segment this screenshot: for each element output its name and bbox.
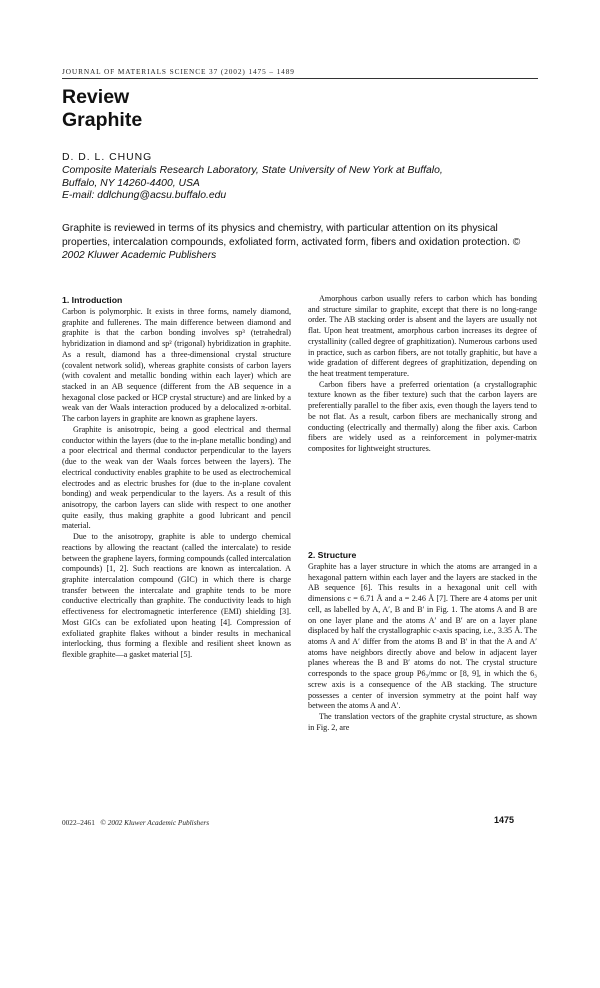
article-title: Graphite bbox=[62, 109, 143, 131]
article-title-block bbox=[62, 86, 538, 132]
journal-header: JOURNAL OF MATERIALS SCIENCE 37 (2002) 1475 – 1489 bbox=[62, 67, 295, 76]
structure-section bbox=[308, 549, 537, 734]
footer-copyright-symbol: © bbox=[100, 818, 106, 827]
abstract-text: Graphite is reviewed in terms of its physics and chemistry, with particular attention on its physical properties, intercalation compounds, exfoliated form, activated form, fibers and oxidation protection. bbox=[62, 223, 510, 248]
structure-paragraph-2: The translation vectors of the graphite crystal structure, as shown in Fig. 2, are bbox=[308, 712, 537, 732]
author-email: E-mail: ddlchung@acsu.buffalo.edu bbox=[62, 190, 227, 202]
abstract bbox=[62, 222, 540, 263]
left-column bbox=[62, 294, 291, 661]
structure-heading: 2. Structure bbox=[308, 550, 357, 560]
carbon-fibers-paragraph: Carbon fibers have a preferred orientation (a crystallographic texture known as the fiber texture) such that the carbon layers are preferentially parallel to the fiber axis, even though the layers tend to be not flat. As a result, carbon fibers are mechanically strong and conducting (electrically and thermally) along the fiber axis. Carbon fibers are widely used as a reinforcement in polymer-matrix composites for lightweight structures. bbox=[308, 379, 537, 454]
amorphous-carbon-paragraph: Amorphous carbon usually refers to carbon which has bonding and structure similar to graphite, except that there is no long-range order. The AB stacking order is absent and the layers are usually not flat. Upon heat treatment, amorphous carbon increases its degree of crystallinity (called degree of graphitization). Numerous carbons used in practice, such as carbon fibers, are not totally graphitic, but have a wide gradation of different degrees of graphitization, depending on the heat treatment temperature. bbox=[308, 294, 537, 379]
intro-heading: 1. Introduction bbox=[62, 295, 123, 305]
intro-paragraph-1: Carbon is polymorphic. It exists in three forms, namely diamond, graphite and fullerenes. The main difference between diamond and graphite is that the carbon bonding involves sp³ (tetrahedral) hybridization in diamond and sp² (trigonal) hybridization in graphite. As a result, diamond has a three-dimensional crystal structure (covalent network solid), whereas graphite consists of carbon layers (with covalent and metallic bonding within each layer) which are stacked in an AB sequence (different from the AB sequence in a hexagonal close packed or HCP crystal structure) and are linked by a weak van der Waals interaction produced by a delocalized π-orbital. The carbon layers in graphite are known as graphene layers. bbox=[62, 307, 291, 424]
right-column-top bbox=[308, 294, 537, 455]
affiliation-line-1: Composite Materials Research Laboratory, State University of New York at Buffalo, bbox=[62, 164, 443, 176]
abstract-copyright: 2002 Kluwer Academic Publishers bbox=[62, 250, 217, 261]
header-rule bbox=[62, 78, 538, 79]
footer-publisher: 2002 Kluwer Academic Publishers bbox=[107, 818, 210, 827]
page-number: 1475 bbox=[493, 815, 514, 825]
intro-paragraph-2: Graphite is anisotropic, being a good electrical and thermal conductor within the layers (due to the in-plane metallic bonding) and a poor electrical and thermal conductor perpendicular to the layers (due to the weak van der Waals forces between the layers). The electrical conductivity enables graphite to be used as electrochemical electrodes and as electric brushes for (due to the in-plane covalent bonding) and weak perpendicular to the layers. As a result of this anisotropy, the carbon layers can slide with respect to one another quite easily, thus making graphite a good lubricant and pencil material. bbox=[62, 424, 291, 531]
copyright-symbol: © bbox=[512, 236, 521, 248]
author-name: D. D. L. CHUNG bbox=[62, 152, 153, 163]
footer-copyright bbox=[62, 818, 209, 827]
article-type: Review bbox=[62, 86, 130, 108]
footer-issn: 0022–2461 bbox=[62, 818, 95, 827]
intro-paragraph-3: Due to the anisotropy, graphite is able to undergo chemical reactions by allowing the reactant (called the intercalate) to reside between the graphene layers, forming compounds (called intercalation compounds) [1, 2]. Such reactions are known as intercalation. A graphite intercalation compound (GIC) in which there is charge transfer between the intercalate and graphite tends to be more conductive electrically than graphite. The conductivity leads to high effectiveness for electromagnetic interference (EMI) shielding [3]. Most GICs can be exfoliated upon heating [4]. Compression of exfoliated graphite flakes without a binder results in mechanical interlocking, thus forming a flexible and resilient sheet known as flexible graphite—a gasket material [5]. bbox=[62, 532, 291, 659]
affiliation-line-2: Buffalo, NY 14260-4400, USA bbox=[62, 177, 200, 189]
structure-paragraph-1: Graphite has a layer structure in which the atoms are arranged in a hexagonal pattern within each layer and the layers are stacked in the AB sequence [6]. This results in a hexagonal unit cell with dimensions c = 6.71 Å and a = 2.46 Å [7]. There are 4 atoms per unit cell, as labelled by A, A′, B and B′ in Fig. 1. The atoms A and B are on one layer plane and the atoms A′ and B′ are on a layer plane displaced by half the crystallographic c-axis spacing, i.e., 3.35 Å. The atoms A and A′ differ from the atoms B and B′ in that the A and A′ atoms have neighbors directly above and below in adjacent layer planes whereas the B and B′ atoms do not. The crystal structure corresponds to the space group P6₃/mmc or [8, 9], in which the 6₃ screw axis is a consequence of the AB stacking. The structure possesses a center of inversion symmetry at the point half way between the atoms A and A′. bbox=[308, 562, 537, 711]
author-block bbox=[62, 152, 538, 203]
